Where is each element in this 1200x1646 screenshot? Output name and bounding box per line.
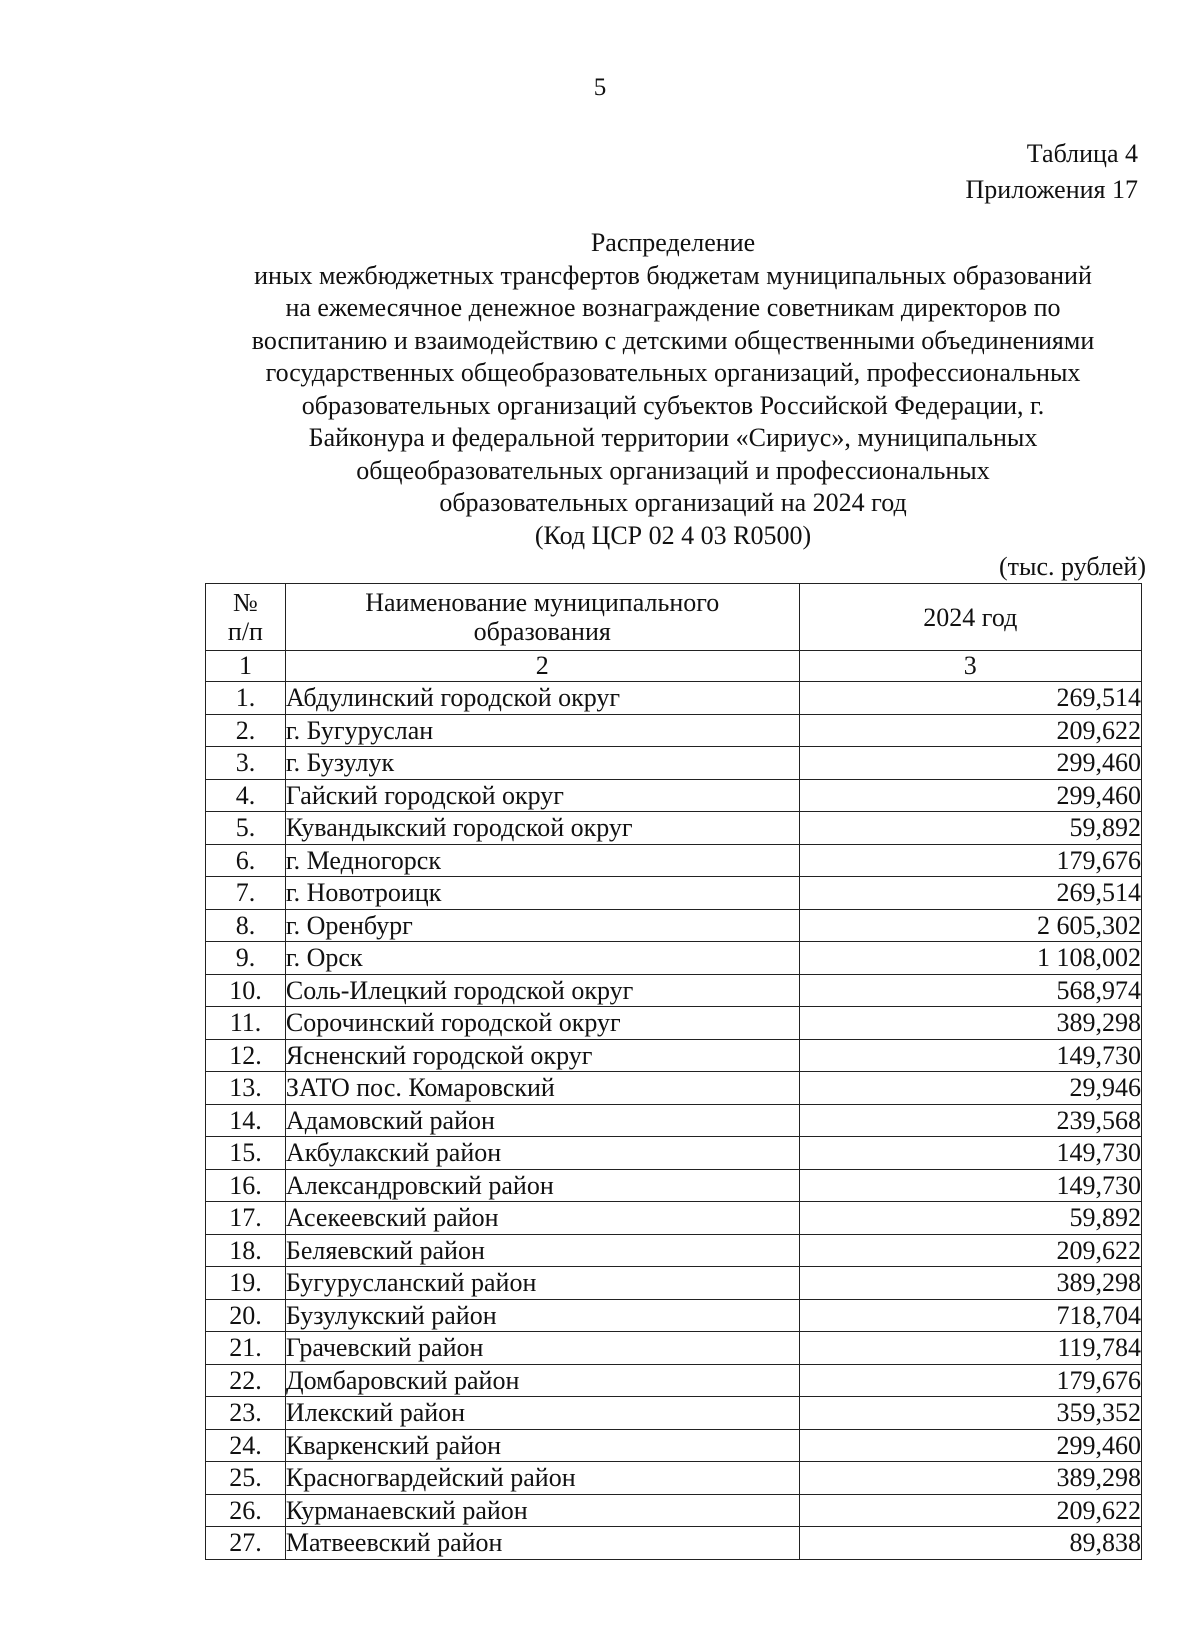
page-number: 5 — [593, 74, 607, 101]
row-number: 16. — [206, 1169, 286, 1202]
table-row — [206, 1137, 1142, 1170]
table-label: Таблица 4 — [1026, 139, 1138, 168]
amount-value: 389,298 — [799, 1267, 1141, 1300]
amount-value: 179,676 — [799, 1364, 1141, 1397]
municipality-name: г. Бузулук — [285, 747, 799, 780]
municipality-name: Кувандыкский городской округ — [285, 812, 799, 845]
table-row — [206, 1494, 1142, 1527]
row-number: 10. — [206, 974, 286, 1007]
amount-value: 29,946 — [799, 1072, 1141, 1105]
amount-value: 149,730 — [799, 1137, 1141, 1170]
row-number: 23. — [206, 1397, 286, 1430]
municipality-name: г. Орск — [285, 942, 799, 975]
amount-value: 389,298 — [799, 1007, 1141, 1040]
table-row — [206, 1462, 1142, 1495]
header-row — [206, 584, 1142, 651]
row-number: 17. — [206, 1202, 286, 1235]
amount-value: 119,784 — [799, 1332, 1141, 1365]
table-row — [206, 1104, 1142, 1137]
table-row — [206, 682, 1142, 715]
amount-value: 2 605,302 — [799, 909, 1141, 942]
table-row — [206, 1332, 1142, 1365]
amount-value: 718,704 — [799, 1299, 1141, 1332]
amount-value: 568,974 — [799, 974, 1141, 1007]
municipality-name: Матвеевский район — [285, 1527, 799, 1560]
municipality-name: Илекский район — [285, 1397, 799, 1430]
amount-value: 209,622 — [799, 714, 1141, 747]
amount-value: 239,568 — [799, 1104, 1141, 1137]
row-number: 7. — [206, 877, 286, 910]
table-row — [206, 812, 1142, 845]
row-number: 4. — [206, 779, 286, 812]
municipality-name: Акбулакский район — [285, 1137, 799, 1170]
municipality-name: Александровский район — [285, 1169, 799, 1202]
row-number: 19. — [206, 1267, 286, 1300]
amount-value: 179,676 — [799, 844, 1141, 877]
amount-value: 149,730 — [799, 1169, 1141, 1202]
row-number: 11. — [206, 1007, 286, 1040]
table-row — [206, 1234, 1142, 1267]
municipality-name: г. Бугуруслан — [285, 714, 799, 747]
row-number: 2. — [206, 714, 286, 747]
table-row — [206, 844, 1142, 877]
distribution-table — [205, 583, 1142, 1560]
row-number: 25. — [206, 1462, 286, 1495]
table-row — [206, 779, 1142, 812]
row-number: 22. — [206, 1364, 286, 1397]
table-row — [206, 974, 1142, 1007]
table-row — [206, 714, 1142, 747]
municipality-name: Асекеевский район — [285, 1202, 799, 1235]
title-line: образовательных организаций на 2024 год — [439, 488, 907, 517]
row-number: 26. — [206, 1494, 286, 1527]
table-row — [206, 1202, 1142, 1235]
table-row — [206, 942, 1142, 975]
table-row — [206, 877, 1142, 910]
municipality-name: ЗАТО пос. Комаровский — [285, 1072, 799, 1105]
header-name-text: Наименование муниципального образования — [365, 588, 720, 646]
municipality-name: Сорочинский городской округ — [285, 1007, 799, 1040]
amount-value: 209,622 — [799, 1234, 1141, 1267]
appendix-label: Приложения 17 — [965, 175, 1138, 204]
amount-value: 269,514 — [799, 877, 1141, 910]
municipality-name: Ясненский городской округ — [285, 1039, 799, 1072]
title-line: общеобразовательных организаций и профессиональных — [356, 455, 990, 485]
municipality-name: Адамовский район — [285, 1104, 799, 1137]
municipality-name: Соль-Илецкий городской округ — [285, 974, 799, 1007]
row-number: 20. — [206, 1299, 286, 1332]
amount-value: 269,514 — [799, 682, 1141, 715]
row-number: 24. — [206, 1429, 286, 1462]
header-number — [206, 584, 286, 651]
column-index: 2 — [285, 651, 799, 682]
municipality-name: Красногвардейский район — [285, 1462, 799, 1495]
municipality-name: Курманаевский район — [285, 1494, 799, 1527]
municipality-name: Бузулукский район — [285, 1299, 799, 1332]
table-row — [206, 1039, 1142, 1072]
municipality-name: Гайский городской округ — [285, 779, 799, 812]
amount-value: 149,730 — [799, 1039, 1141, 1072]
municipality-name: Абдулинский городской округ — [285, 682, 799, 715]
amount-value: 299,460 — [799, 747, 1141, 780]
table-reference — [966, 136, 1138, 208]
column-index: 3 — [799, 651, 1141, 682]
row-number: 27. — [206, 1527, 286, 1560]
header-year: 2024 год — [799, 584, 1141, 651]
amount-value: 299,460 — [799, 779, 1141, 812]
table-row — [206, 747, 1142, 780]
budget-code-line: (Код ЦСР 02 4 03 R0500) — [534, 520, 812, 550]
row-number: 5. — [206, 812, 286, 845]
table-row — [206, 909, 1142, 942]
table-row — [206, 1072, 1142, 1105]
table-row — [206, 1429, 1142, 1462]
row-number: 14. — [206, 1104, 286, 1137]
municipality-name: г. Медногорск — [285, 844, 799, 877]
header-number-text: № п/п — [227, 588, 263, 646]
amount-value: 359,352 — [799, 1397, 1141, 1430]
document-title — [208, 227, 1138, 552]
table-row — [206, 1007, 1142, 1040]
title-line: воспитанию и взаимодействию с детскими общественными объединениями — [251, 325, 1095, 355]
row-number: 12. — [206, 1039, 286, 1072]
municipality-name: Грачевский район — [285, 1332, 799, 1365]
municipality-name: Домбаровский район — [285, 1364, 799, 1397]
title-line: Распределение — [590, 228, 756, 257]
row-number: 15. — [206, 1137, 286, 1170]
table-row — [206, 1169, 1142, 1202]
row-number: 8. — [206, 909, 286, 942]
municipality-name: Бугурусланский район — [285, 1267, 799, 1300]
row-number: 21. — [206, 1332, 286, 1365]
table-row — [206, 1527, 1142, 1560]
title-line: иных межбюджетных трансфертов бюджетам муниципальных образований — [254, 260, 1092, 290]
unit-label: (тыс. рублей) — [998, 552, 1146, 581]
municipality-name: Беляевский район — [285, 1234, 799, 1267]
header-name — [285, 584, 799, 651]
amount-value: 209,622 — [799, 1494, 1141, 1527]
title-line: образовательных организаций субъектов Российской Федерации, г. — [301, 390, 1045, 420]
amount-value: 389,298 — [799, 1462, 1141, 1495]
title-line: Байконура и федеральной территории «Сириус», муниципальных — [308, 423, 1038, 452]
column-index-row — [206, 651, 1142, 682]
municipality-name: г. Оренбург — [285, 909, 799, 942]
row-number: 1. — [206, 682, 286, 715]
row-number: 6. — [206, 844, 286, 877]
row-number: 18. — [206, 1234, 286, 1267]
amount-value: 299,460 — [799, 1429, 1141, 1462]
municipality-name: г. Новотроицк — [285, 877, 799, 910]
title-line: на ежемесячное денежное вознаграждение советникам директоров по — [285, 293, 1061, 322]
amount-value: 89,838 — [799, 1527, 1141, 1560]
table-row — [206, 1364, 1142, 1397]
amount-value: 59,892 — [799, 1202, 1141, 1235]
amount-value: 1 108,002 — [799, 942, 1141, 975]
amount-value: 59,892 — [799, 812, 1141, 845]
table-body — [206, 682, 1142, 1560]
table-row — [206, 1267, 1142, 1300]
municipality-name: Кваркенский район — [285, 1429, 799, 1462]
column-index: 1 — [206, 651, 286, 682]
table-row — [206, 1397, 1142, 1430]
table-row — [206, 1299, 1142, 1332]
title-line: государственных общеобразовательных организаций, профессиональных — [265, 358, 1081, 387]
row-number: 9. — [206, 942, 286, 975]
row-number: 3. — [206, 747, 286, 780]
row-number: 13. — [206, 1072, 286, 1105]
